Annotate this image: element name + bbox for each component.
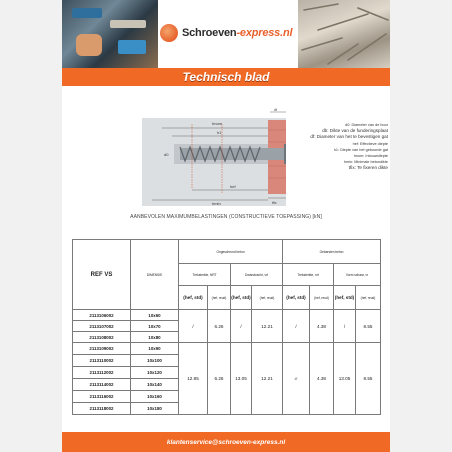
col-header: (hef, std) [179,286,208,310]
row-dim: 10x140 [131,379,179,391]
sub-header: Dwarskracht, vrt [231,264,283,286]
sub-header: Vorm schaar, vr [334,264,381,286]
label-hmin: hmin [212,201,221,206]
tools-photo [62,0,158,68]
label-h1: h1 [217,130,222,135]
col-header: (hef, reud) [208,286,231,310]
label-hef: hef [230,184,236,189]
row-ref: 2113108002 [73,332,131,343]
row-ref: 2113114002 [73,379,131,391]
value-cell: 4.38 [310,343,334,415]
customer-service-email[interactable]: klantenservice@schroeven-express.nl [166,438,286,446]
col-header: (hef, std) [334,286,356,310]
col-header: (hef, reud) [310,286,334,310]
value-cell: /// [283,343,310,415]
row-dim: 10x90 [131,343,179,355]
row-ref: 2113106002 [73,310,131,321]
legend-d0: d0: Diameter van de boor [345,123,388,127]
value-cell: / [231,310,252,343]
value-cell: 8.55 [356,310,381,343]
legend-df: df: Diameter van het te bevestigen gat [310,134,388,140]
value-cell: / [334,310,356,343]
col-header: (hef, std) [231,286,252,310]
row-ref: 2113116002 [73,391,131,403]
row-dim: 10x180 [131,403,179,415]
brand-name: Schroeven-express.nl [182,27,293,39]
value-cell: 8.55 [356,343,381,415]
row-dim: 10x160 [131,391,179,403]
datasheet-page [62,0,390,452]
load-table-title: AANBEVOLEN MAXIMUMBELASTINGEN (CONSTRUCTIEVE TOEPASSING) [kN] [130,214,322,220]
legend-hmin: hmin: Minimale betondikte [343,160,388,165]
row-dim: 10x60 [131,310,179,321]
label-hnom: hnom [212,121,223,126]
row-dim: 10x100 [131,355,179,367]
row-ref: 2113118002 [73,403,131,415]
sub-header: Treksterkte, NRT [179,264,231,286]
col-header: (hef, std) [283,286,310,310]
label-df: df [274,108,277,112]
group-cracked: Gebarsten beton [283,240,381,264]
dim-header: DIMENSIE [131,240,179,310]
brand-logo[interactable] [160,24,292,42]
ref-header: REF VS [73,240,131,310]
legend-db: db: Dikte van de funderingsplaat [322,128,388,134]
value-cell: 4.38 [310,310,334,343]
value-cell: 6.26 [208,310,231,343]
value-cell: 13.05 [334,343,356,415]
label-d0: d0 [164,152,169,157]
row-ref: 2113112002 [73,367,131,379]
value-cell: 12.85 [179,343,208,415]
value-cell: 13.05 [231,343,252,415]
legend-tfix: tfix: Te fixeren dikte [348,165,388,171]
legend-hnom: hnom: Inbouwdiepte [353,154,388,159]
legend-h1: h1: Diepte van het geboorde gat [333,147,388,152]
page-title: Technisch blad [182,70,270,84]
footer-bar [62,432,390,452]
row-dim: 10x80 [131,332,179,343]
row-dim: 10x120 [131,367,179,379]
row-ref: 2113110002 [73,355,131,367]
group-uncracked: Ongescheurd beton [179,240,283,264]
row-dim: 10x70 [131,321,179,332]
title-bar [62,68,390,86]
label-tfix: tfix [272,201,277,205]
row-ref: 2113107002 [73,321,131,332]
value-cell: / [283,310,310,343]
value-cell: / [179,310,208,343]
sub-header: Treksterkte, nrt [283,264,334,286]
value-cell: 6.26 [208,343,231,415]
dimension-legend [280,122,388,172]
col-header: (hef, reud) [356,286,381,310]
row-ref: 2113109002 [73,343,131,355]
value-cell: 12.21 [252,343,283,415]
anchor-screw-diagram [72,106,286,206]
header-banner [62,0,390,68]
value-cell: 12.21 [252,310,283,343]
legend-hef: hef: Effectieve diepte [352,141,388,146]
col-header: (hef, reud) [252,286,283,310]
screws-photo [298,0,390,68]
load-table [72,239,381,415]
schroeven-logo-icon [160,24,178,42]
